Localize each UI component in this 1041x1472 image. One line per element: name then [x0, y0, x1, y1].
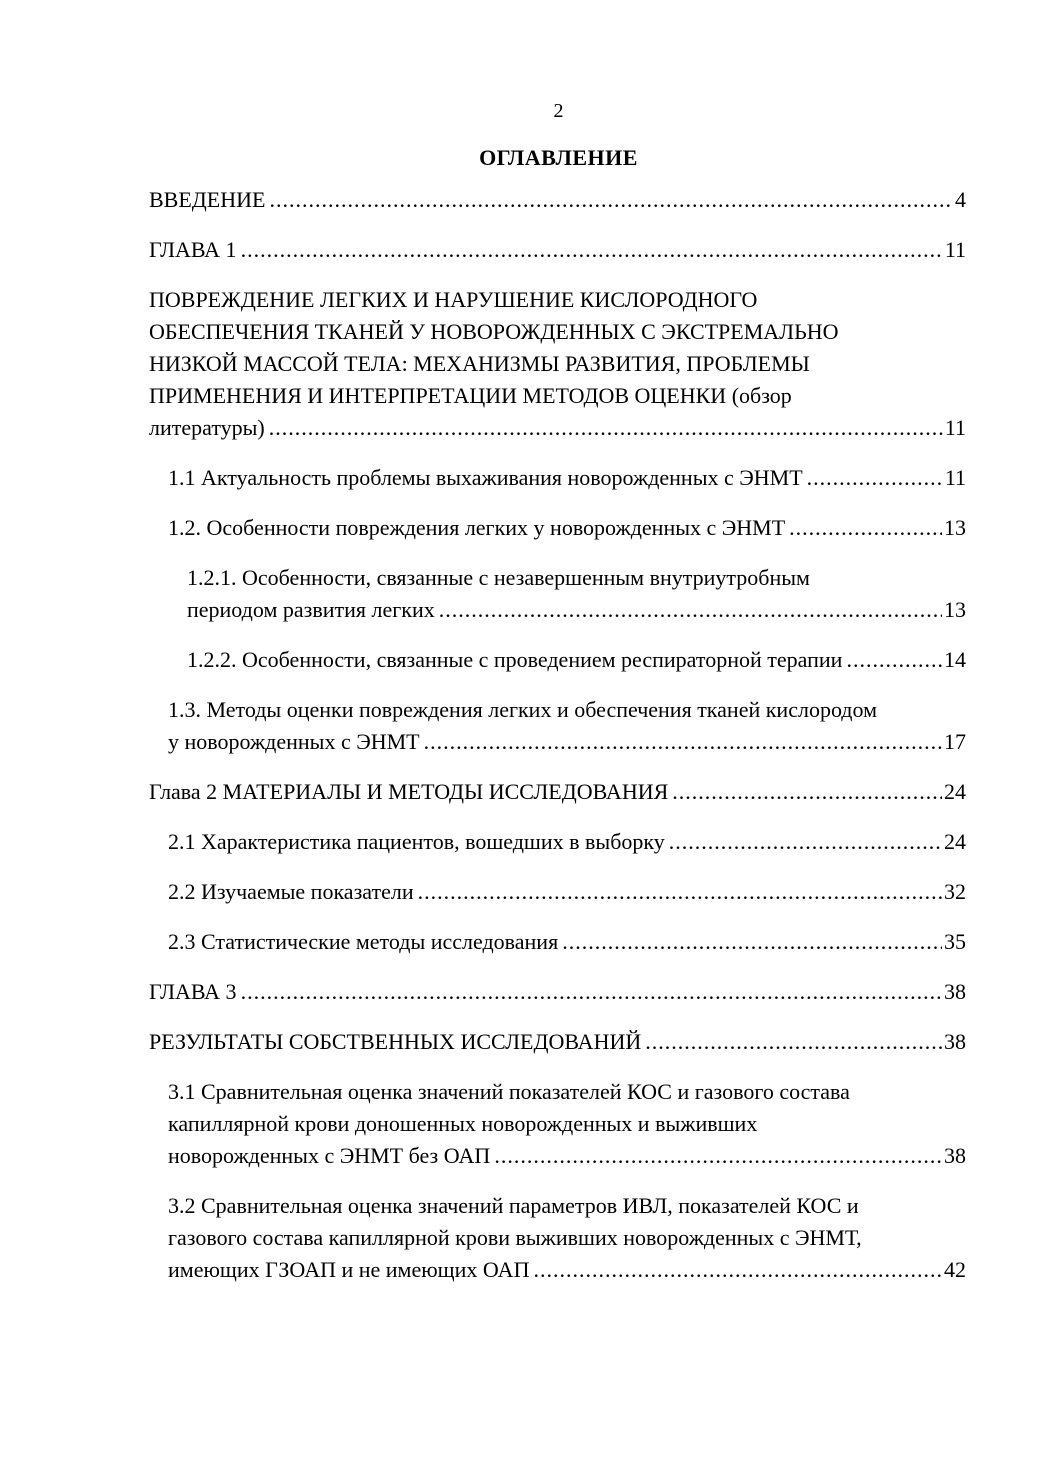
toc-entry-line [187, 644, 966, 676]
toc-entry[interactable] [149, 694, 966, 758]
toc-page-number: 38 [944, 1029, 966, 1054]
dot-leader [241, 234, 943, 266]
toc-entry[interactable] [149, 462, 966, 494]
dot-leader [269, 184, 953, 216]
toc-entry-line [187, 594, 966, 626]
toc-entry-text: периодом развития легких [187, 597, 435, 622]
toc-entry[interactable] [149, 826, 966, 858]
toc-entry-text: 2.1 Характеристика пациентов, вошедших в выборку [168, 829, 665, 854]
toc-page-number: 11 [944, 465, 966, 490]
dot-leader [645, 1026, 942, 1058]
page-number: 2 [553, 100, 564, 122]
toc-entry-line [149, 234, 966, 266]
toc-page-number: 11 [944, 237, 966, 262]
toc-entry-text: ГЛАВА 1 [149, 237, 237, 262]
toc-entry-text: литературы) [149, 415, 265, 440]
toc-entry[interactable] [149, 776, 966, 808]
toc-page-number: 13 [944, 597, 966, 622]
toc-entry-text: 2.3 Статистические методы исследования [168, 929, 559, 954]
dot-leader [846, 644, 942, 676]
toc-entry[interactable] [149, 1026, 966, 1058]
dot-leader [424, 726, 942, 758]
dot-leader [672, 776, 942, 808]
toc-entry-text: ПОВРЕЖДЕНИЕ ЛЕГКИХ И НАРУШЕНИЕ КИСЛОРОДНОГО [149, 287, 758, 312]
toc-page-number: 11 [944, 415, 966, 440]
dot-leader [669, 826, 942, 858]
toc-entry-text: новорожденных с ЭНМТ без ОАП [168, 1143, 491, 1168]
toc-entry[interactable] [149, 926, 966, 958]
toc-entry[interactable] [149, 1076, 966, 1172]
toc-entry-text: РЕЗУЛЬТАТЫ СОБСТВЕННЫХ ИССЛЕДОВАНИЙ [149, 1029, 642, 1054]
toc-entry-line [149, 184, 966, 216]
toc-entry-text: 3.1 Сравнительная оценка значений показателей КОС и газового состава [168, 1079, 850, 1104]
toc-entry-line [168, 726, 966, 758]
toc-entry[interactable] [149, 976, 966, 1008]
toc-entry-line [149, 776, 966, 808]
toc-page-number: 32 [944, 879, 966, 904]
toc-entry-text: 1.2.2. Особенности, связанные с проведением респираторной терапии [187, 647, 843, 672]
toc-entry-text: ГЛАВА 3 [149, 979, 237, 1004]
toc-entry-text: имеющих ГЗОАП и не имеющих ОАП [168, 1257, 530, 1282]
toc-entry-text: 1.3. Методы оценки повреждения легких и обеспечения тканей кислородом [168, 697, 878, 722]
toc-entry-line [168, 462, 966, 494]
dot-leader [418, 876, 942, 908]
toc-entry[interactable] [149, 184, 966, 216]
toc-entry-text: у новорожденных с ЭНМТ [168, 729, 420, 754]
toc-entry-text: 1.1 Актуальность проблемы выхаживания новорожденных с ЭНМТ [168, 465, 803, 490]
dot-leader [562, 926, 942, 958]
toc-entry[interactable] [149, 876, 966, 908]
toc-entry-text: Глава 2 МАТЕРИАЛЫ И МЕТОДЫ ИССЛЕДОВАНИЯ [149, 779, 669, 804]
toc-page-number: 14 [944, 647, 966, 672]
toc-entry[interactable] [149, 644, 966, 676]
table-of-contents [149, 184, 966, 1304]
toc-entry-text: ОБЕСПЕЧЕНИЯ ТКАНЕЙ У НОВОРОЖДЕННЫХ С ЭКСТРЕМАЛЬНО [149, 319, 839, 344]
toc-entry[interactable] [149, 234, 966, 266]
toc-entry-line [149, 412, 966, 444]
toc-page-number: 24 [944, 779, 966, 804]
toc-entry[interactable] [149, 1190, 966, 1286]
toc-page-number: 13 [944, 515, 966, 540]
toc-entry[interactable] [149, 512, 966, 544]
toc-entry[interactable] [149, 284, 966, 444]
dot-leader [789, 512, 942, 544]
dot-leader [439, 594, 942, 626]
toc-entry-text: ПРИМЕНЕНИЯ И ИНТЕРПРЕТАЦИИ МЕТОДОВ ОЦЕНКИ (обзор [149, 383, 792, 408]
dot-leader [269, 412, 943, 444]
toc-entry-line [149, 1026, 966, 1058]
toc-entry-text: 2.2 Изучаемые показатели [168, 879, 414, 904]
toc-page-number: 38 [944, 979, 966, 1004]
toc-entry[interactable] [149, 562, 966, 626]
dot-leader [533, 1254, 942, 1286]
toc-page-number: 4 [955, 187, 966, 212]
toc-entry-text: капиллярной крови доношенных новорожденных и выживших [168, 1111, 758, 1136]
toc-page-number: 17 [944, 729, 966, 754]
toc-entry-text: 1.2.1. Особенности, связанные с незавершенным внутриутробным [187, 565, 810, 590]
toc-page-number: 24 [944, 829, 966, 854]
toc-entry-text: 1.2. Особенности повреждения легких у новорожденных с ЭНМТ [168, 515, 786, 540]
toc-page-number: 42 [944, 1257, 966, 1282]
toc-entry-line [168, 926, 966, 958]
toc-entry-text: газового состава капиллярной крови выживших новорожденных с ЭНМТ, [168, 1225, 862, 1250]
toc-entry-line [168, 1254, 966, 1286]
toc-entry-line [168, 512, 966, 544]
toc-page-number: 38 [944, 1143, 966, 1168]
dot-leader [807, 462, 943, 494]
toc-entry-line [149, 976, 966, 1008]
toc-entry-text: НИЗКОЙ МАССОЙ ТЕЛА: МЕХАНИЗМЫ РАЗВИТИЯ, ПРОБЛЕМЫ [149, 351, 810, 376]
toc-entry-text: ВВЕДЕНИЕ [149, 187, 266, 212]
toc-entry-line [168, 826, 966, 858]
toc-page-number: 35 [944, 929, 966, 954]
dot-leader [494, 1140, 942, 1172]
toc-entry-text: 3.2 Сравнительная оценка значений параметров ИВЛ, показателей КОС и [168, 1193, 859, 1218]
toc-title: ОГЛАВЛЕНИЕ [479, 145, 638, 170]
toc-entry-line [168, 876, 966, 908]
dot-leader [241, 976, 942, 1008]
toc-entry-line [168, 1140, 966, 1172]
